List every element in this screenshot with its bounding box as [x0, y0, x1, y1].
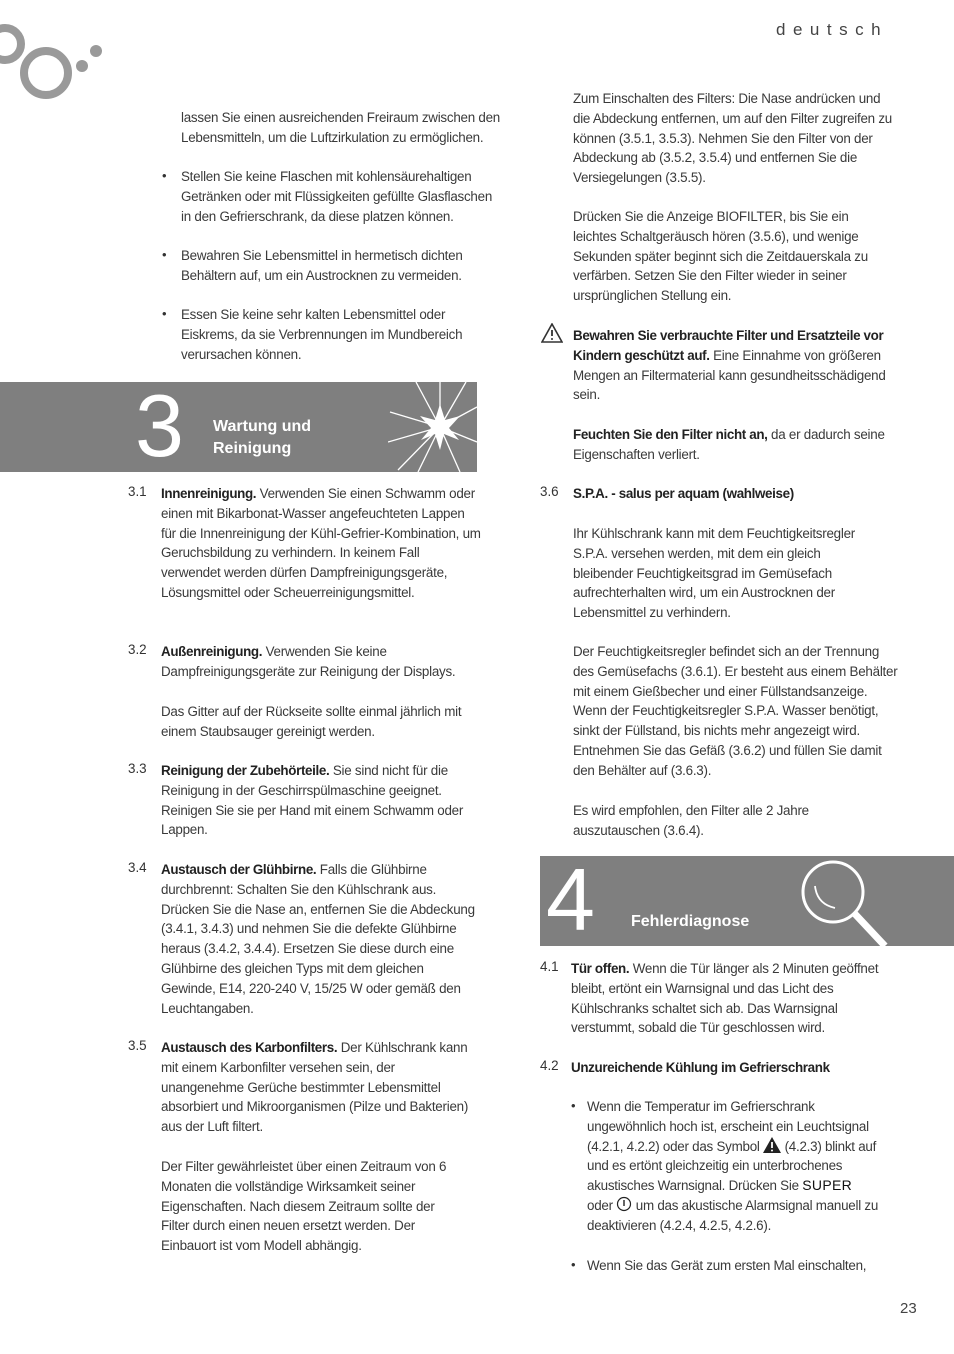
- section-number-4-1: 4.1: [540, 959, 559, 974]
- paragraph-3-2-b: Das Gitter auf der Rückseite sollte einmal jährlich mit einem Staubsauger gereinigt werden.: [161, 704, 462, 739]
- section-number: 3: [135, 382, 184, 472]
- paragraph-text: da er dadurch seine Eigenschaften verliert.: [573, 427, 885, 462]
- list-item: Essen Sie keine sehr kalten Lebensmittel oder Eiskrems, da sie Verbrennungen im Mundbereich verursachen können.: [181, 307, 463, 362]
- section-number-3-6: 3.6: [540, 484, 559, 499]
- bold-heading: Bewahren Sie verbrauchte Filter und Ersatzteile vor Kindern geschützt auf.: [573, 328, 884, 363]
- section-number-3-1: 3.1: [128, 484, 147, 499]
- spa-regulator-text: Der Feuchtigkeitsregler befindet sich an der Trennung des Gemüsefachs (3.6.1). Er besteht aus einem Behälter mit einem Gießbecher und einer Füllstandsanzeige. Wenn der Feuchtigkeitsregler S.P.A. Wasser benötigt, sinkt der Füllstand, bis nichts mehr angezeigt wird. Entnehmen Sie das Gefäß (3.6.2) und füllen Sie damit den Behälter auf (3.6.3).: [573, 644, 898, 778]
- list-item: Stellen Sie keine Flaschen mit kohlensäurehaltigen Getränken oder mit Flüssigkeiten gefüllte Glasflaschen in den Gefrierschrank, da diese platzen können.: [181, 169, 493, 224]
- power-icon: [616, 1196, 632, 1212]
- bold-heading: Reinigung der Zubehörteile.: [161, 763, 330, 778]
- section-4-banner: [540, 856, 954, 946]
- alarm-triangle-icon: [763, 1137, 781, 1153]
- starburst-icon: [388, 382, 477, 472]
- brand-logo: [0, 22, 110, 104]
- bold-heading: Innenreinigung.: [161, 486, 257, 501]
- filter-replace-text: Es wird empfohlen, den Filter alle 2 Jahre auszutauschen (3.6.4).: [573, 803, 809, 838]
- paragraph-3-4: [161, 860, 481, 1018]
- paragraph-text: um das akustische Alarmsignal manuell zu deaktivieren (4.2.4, 4.2.5, 4.2.6).: [587, 1197, 879, 1233]
- bullet-dot: •: [162, 247, 167, 262]
- list-item: [587, 1097, 887, 1236]
- section-number: 4: [546, 856, 595, 946]
- page-number: 23: [900, 1300, 917, 1317]
- paragraph-3-3: [161, 761, 481, 840]
- bullet-dot: •: [162, 168, 167, 183]
- bold-heading: Feuchten Sie den Filter nicht an,: [573, 427, 768, 442]
- warning-triangle-icon: [541, 323, 563, 343]
- spa-text: Ihr Kühlschrank kann mit dem Feuchtigkeitsregler S.P.A. versehen werden, mit dem ein gleich bleibender Feuchtigkeitsgrad im Gemüsefach aufrechterhalten wird, um ein Austrocknen der Lebensmittel zu verhindern.: [573, 526, 855, 621]
- bold-heading: Austausch der Glühbirne.: [161, 862, 317, 877]
- paragraph-text: Falls die Glühbirne durchbrennt: Schalten Sie den Kühlschrank aus. Drücken Sie die Nase an, entfernen Sie die Abdeckung (3.4.1, 3.4.3) und nehmen Sie die defekte Glühbirne heraus (3.4.2, 3.4.4). Ersetzen Sie diese durch eine Glühbirne des gleichen Typs mit dem gleichen Gewinde, E14, 220-240 V, 15/25 W oder gemäß den Leuchtangaben.: [161, 862, 475, 1016]
- paragraph-text: Verwenden Sie einen Schwamm oder einen mit Bikarbonat-Wasser angefeuchteten Lappen für die Innenreinigung der Kühl-Gefrier-Kombination, um Geruchsbildung zu verhindern. In keinem Fall verwendet werden dürfen Dampfreinigungsgeräte, Lösungsmittel oder Scheuerreinigungsmittel.: [161, 486, 481, 600]
- section-number-3-4: 3.4: [128, 860, 147, 875]
- section-3-banner: [0, 382, 477, 472]
- paragraph-text: Verwenden Sie keine Dampfreinigungsgeräte zur Reinigung der Displays.: [161, 644, 456, 679]
- paragraph-text: Eine Einnahme von größeren Mengen an Filtermaterial kann gesundheitsschädigend sein.: [573, 347, 886, 403]
- heading-3-6: S.P.A. - salus per aquam (wahlweise): [573, 486, 794, 501]
- bold-heading: Tür offen.: [571, 961, 630, 976]
- bold-heading: Außenreinigung.: [161, 644, 263, 659]
- paragraph-text: oder: [587, 1197, 617, 1213]
- section-title: Fehlerdiagnose: [631, 913, 750, 930]
- language-label: deutsch: [776, 20, 889, 39]
- super-label: SUPER: [802, 1177, 852, 1194]
- list-item: Bewahren Sie Lebensmittel in hermetisch dichten Behältern auf, um ein Austrocknen zu vermeiden.: [181, 248, 463, 283]
- paragraph-3-1: [161, 484, 481, 603]
- section-title: [213, 416, 311, 460]
- bold-heading: Austausch des Karbonfilters.: [161, 1040, 338, 1055]
- section-title-line: Reinigung: [213, 440, 292, 457]
- paragraph-text: Wenn die Temperatur im Gefrierschrank ungewöhnlich hoch ist, erscheint ein Leuchtsignal (4.2.1, 4.2.2) oder das Symbol: [587, 1099, 869, 1154]
- intro-text: lassen Sie einen ausreichenden Freiraum zwischen den Lebensmitteln, um die Luftzirkulation zu ermöglichen.: [181, 110, 500, 145]
- section-number-3-3: 3.3: [128, 761, 147, 776]
- heading-4-2: Unzureichende Kühlung im Gefrierschrank: [571, 1060, 830, 1075]
- bullet-dot: •: [571, 1098, 576, 1113]
- magnifier-icon: [795, 856, 895, 946]
- bullet-dot: •: [571, 1257, 576, 1272]
- biofilter-text: Drücken Sie die Anzeige BIOFILTER, bis Sie ein leichtes Schaltgeräusch hören (3.5.6), und wenige Sekunden später beginnt sich die Zeitdauerskala zu verfärben. Setzen Sie den Filter wieder in seiner ursprünglichen Stellung ein.: [573, 209, 868, 304]
- paragraph-3-5: [161, 1038, 481, 1137]
- paragraph-4-1: [571, 959, 881, 1038]
- section-number-3-2: 3.2: [128, 642, 147, 657]
- paragraph-3-2: [161, 642, 481, 682]
- section-number-3-5: 3.5: [128, 1038, 147, 1053]
- bullet-dot: •: [162, 306, 167, 321]
- warning-text: [573, 326, 893, 405]
- filter-activation-text: Zum Einschalten des Filters: Die Nase andrücken und die Abdeckung entfernen, um auf den Filter zugreifen zu können (3.5.1, 3.5.3). Nehmen Sie den Filter von der Abdeckung ab (3.5.2, 3.5.4) und entfernen Sie die Versiegelungen (3.5.5).: [573, 91, 892, 186]
- list-item: Wenn Sie das Gerät zum ersten Mal einschalten,: [587, 1258, 867, 1273]
- paragraph-text: (4.2.3) blinkt auf und es ertönt gleichzeitig ein unterbrochenes akustisches Warnsignal. Drücken Sie: [587, 1138, 877, 1194]
- paragraph-text: Der Kühlschrank kann mit einem Karbonfilter versehen sein, der unangenehme Gerüche bestimmter Lebensmittel absorbiert und Mikroorganismen (Pilze und Bakterien) aus der Luft filtert.: [161, 1040, 469, 1135]
- wet-warning-text: [573, 425, 893, 465]
- paragraph-text: Wenn die Tür länger als 2 Minuten geöffnet bleibt, ertönt ein Warnsignal und das Licht des Kühlschranks schaltet sich ab. Das Warnsignal verstummt, sobald die Tür geschlossen wird.: [571, 961, 879, 1036]
- section-number-4-2: 4.2: [540, 1058, 559, 1073]
- paragraph-text: Sie sind nicht für die Reinigung in der Geschirrspülmaschine geeignet. Reinigen Sie sie per Hand mit einem Schwamm oder Lappen.: [161, 763, 464, 838]
- paragraph-3-5-b: Der Filter gewährleistet über einen Zeitraum von 6 Monaten die vollständige Wirksamkeit seiner Eigenschaften. Nach diesem Zeitraum sollte der Filter durch einen neuen ersetzt werden. Der Einbauort ist vom Modell abhängig.: [161, 1159, 447, 1254]
- section-title-line: Wartung und: [213, 418, 312, 435]
